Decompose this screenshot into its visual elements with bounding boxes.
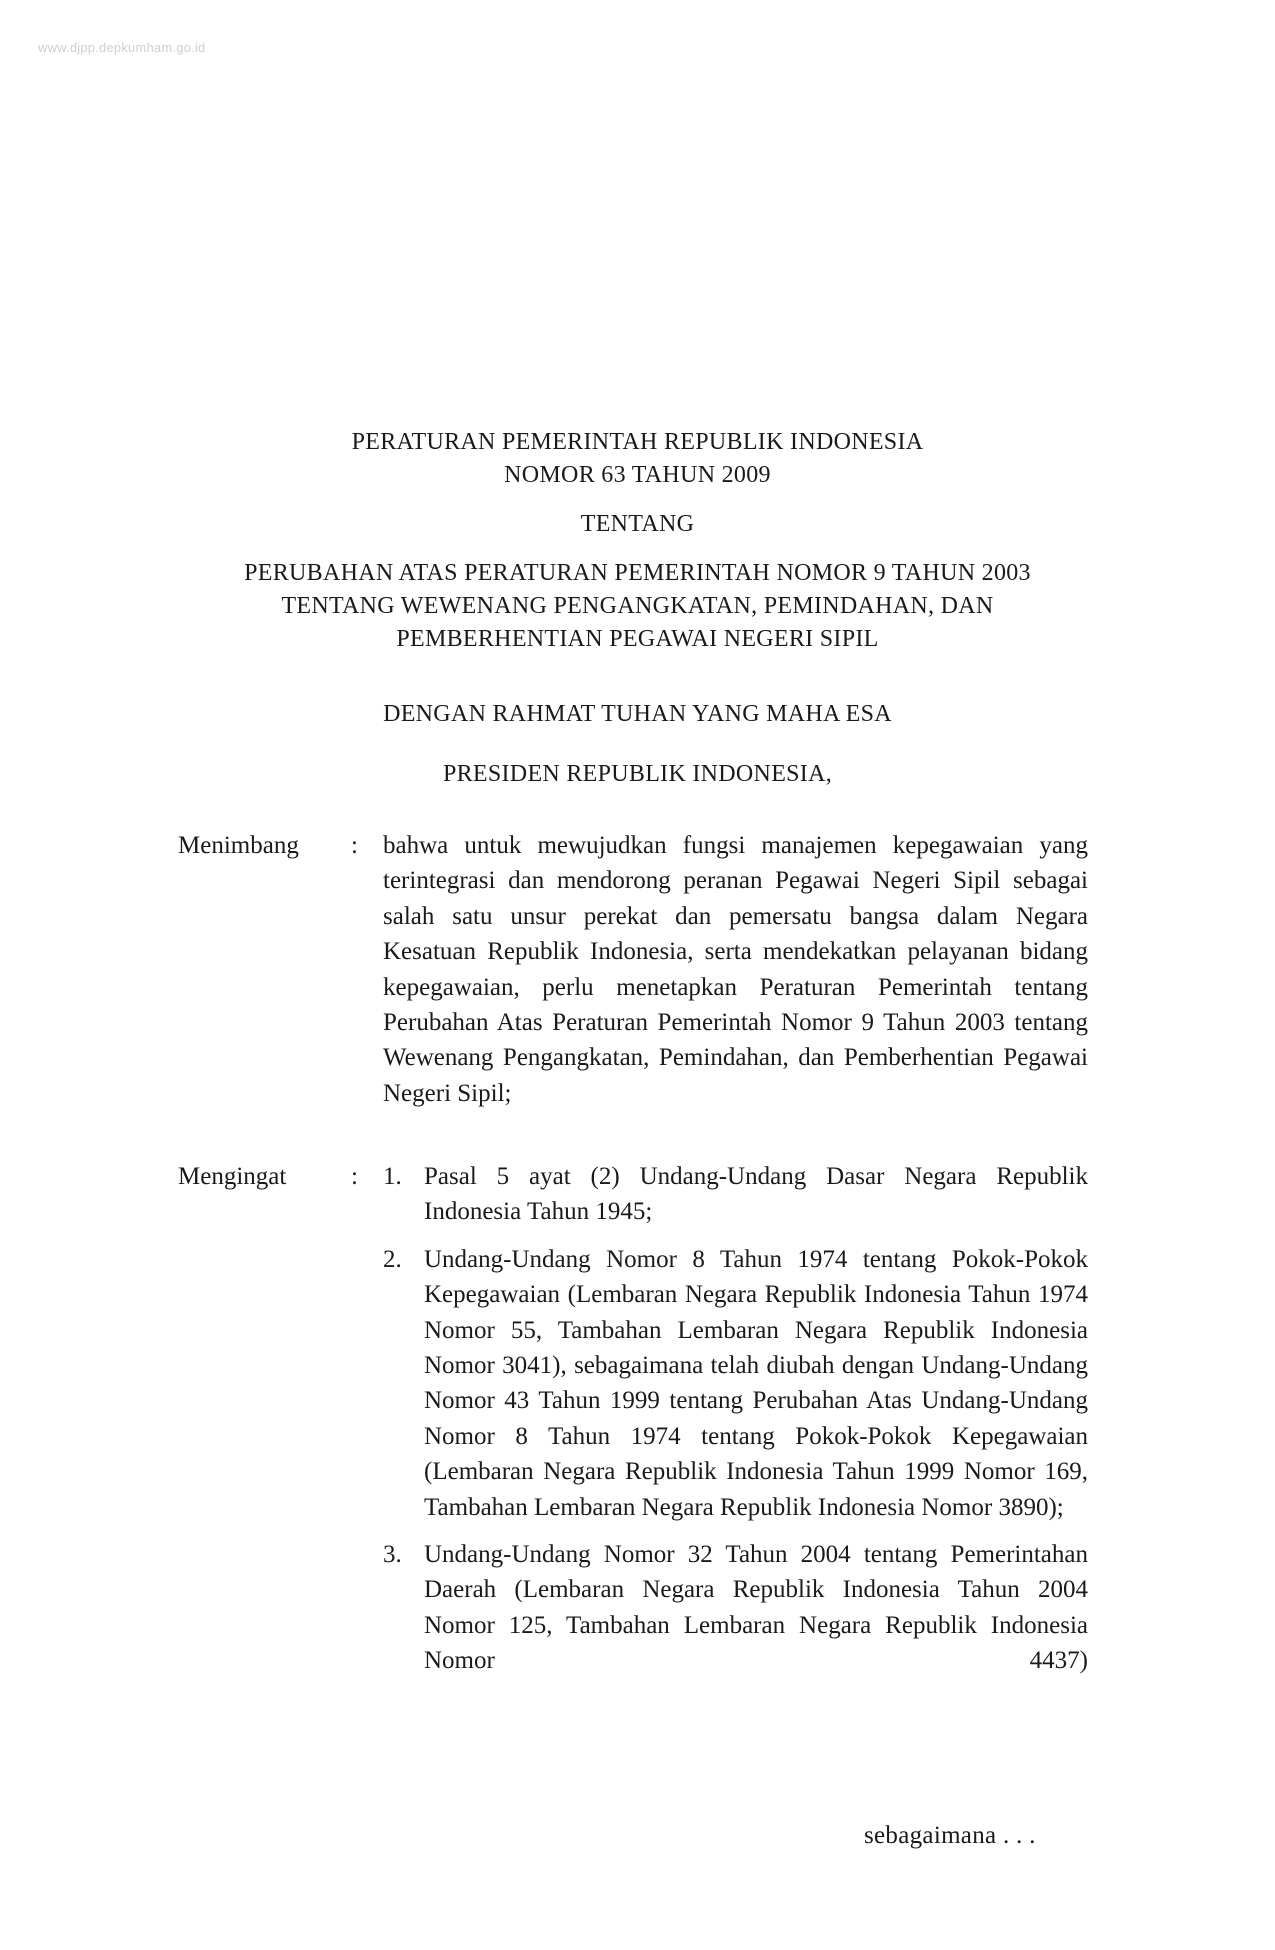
title-line-1: PERATURAN PEMERINTAH REPUBLIK INDONESIA — [351, 429, 924, 455]
subject-line-2: TENTANG WEWENANG PENGANGKATAN, PEMINDAHAN, DAN — [281, 593, 994, 619]
blessing-heading: DENGAN RAHMAT TUHAN YANG MAHA ESA — [383, 701, 892, 727]
item-text: Pasal 5 ayat (2) Undang-Undang Dasar Negara Republik Indonesia Tahun 1945; — [424, 1163, 1088, 1226]
mengingat-list — [383, 1159, 1088, 1679]
item-text: Undang-Undang Nomor 32 Tahun 2004 tentang Pemerintahan Daerah (Lembaran Negara Republik Indonesia Tahun 2004 Nomor 125, Tambahan Lembaran Negara Republik Indonesia Nomor 4437) — [424, 1541, 1088, 1675]
menimbang-label: Menimbang — [178, 832, 299, 859]
tentang-heading: TENTANG — [580, 511, 695, 537]
mengingat-colon: : — [351, 1163, 358, 1190]
item-number: 2. — [383, 1245, 402, 1273]
president-heading: PRESIDEN REPUBLIK INDONESIA, — [442, 761, 833, 787]
regulation-subject — [0, 557, 1275, 656]
menimbang-colon: : — [351, 832, 358, 859]
mengingat-section — [178, 1159, 1088, 1691]
regulation-title — [0, 426, 1275, 492]
mengingat-label: Mengingat — [178, 1163, 287, 1190]
menimbang-text: bahwa untuk mewujudkan fungsi manajemen kepegawaian yang terintegrasi dan mendorong peranan Pegawai Negeri Sipil sebagai salah satu unsur perekat dan pemersatu bangsa dalam Negara Kesatuan Republik Indonesia, serta mendekatkan pelayanan bidang kepegawaian, perlu menetapkan Peraturan Pemerintah tentang Perubahan Atas Peraturan Pemerintah Nomor 9 Tahun 2003 tentang Wewenang Pengangkatan, Pemindahan, dan Pemberhentian Pegawai Negeri Sipil; — [383, 832, 1088, 1107]
watermark-url: www.djpp.depkumham.go.id — [38, 40, 206, 55]
page-catchword: sebagaimana . . . — [864, 1822, 1036, 1849]
mengingat-item-1 — [383, 1159, 1088, 1230]
menimbang-section — [178, 828, 1088, 1111]
item-number: 1. — [383, 1163, 402, 1190]
mengingat-item-2 — [383, 1242, 1088, 1525]
title-line-2: NOMOR 63 TAHUN 2009 — [504, 462, 771, 488]
subject-line-1: PERUBAHAN ATAS PERATURAN PEMERINTAH NOMOR 9 TAHUN 2003 — [244, 560, 1031, 586]
subject-line-3: PEMBERHENTIAN PEGAWAI NEGERI SIPIL — [396, 626, 879, 652]
mengingat-item-3 — [383, 1537, 1088, 1679]
item-number: 3. — [383, 1541, 402, 1569]
item-text: Undang-Undang Nomor 8 Tahun 1974 tentang Pokok-Pokok Kepegawaian (Lembaran Negara Republik Indonesia Tahun 1974 Nomor 55, Tambahan Lembaran Negara Republik Indonesia Nomor 3041), sebagaimana telah diubah dengan Undang-Undang Nomor 43 Tahun 1999 tentang Perubahan Atas Undang-Undang Nomor 8 Tahun 1974 tentang Pokok-Pokok Kepegawaian (Lembaran Negara Republik Indonesia Tahun 1999 Nomor 169, Tambahan Lembaran Negara Republik Indonesia Nomor 3890); — [424, 1245, 1088, 1521]
